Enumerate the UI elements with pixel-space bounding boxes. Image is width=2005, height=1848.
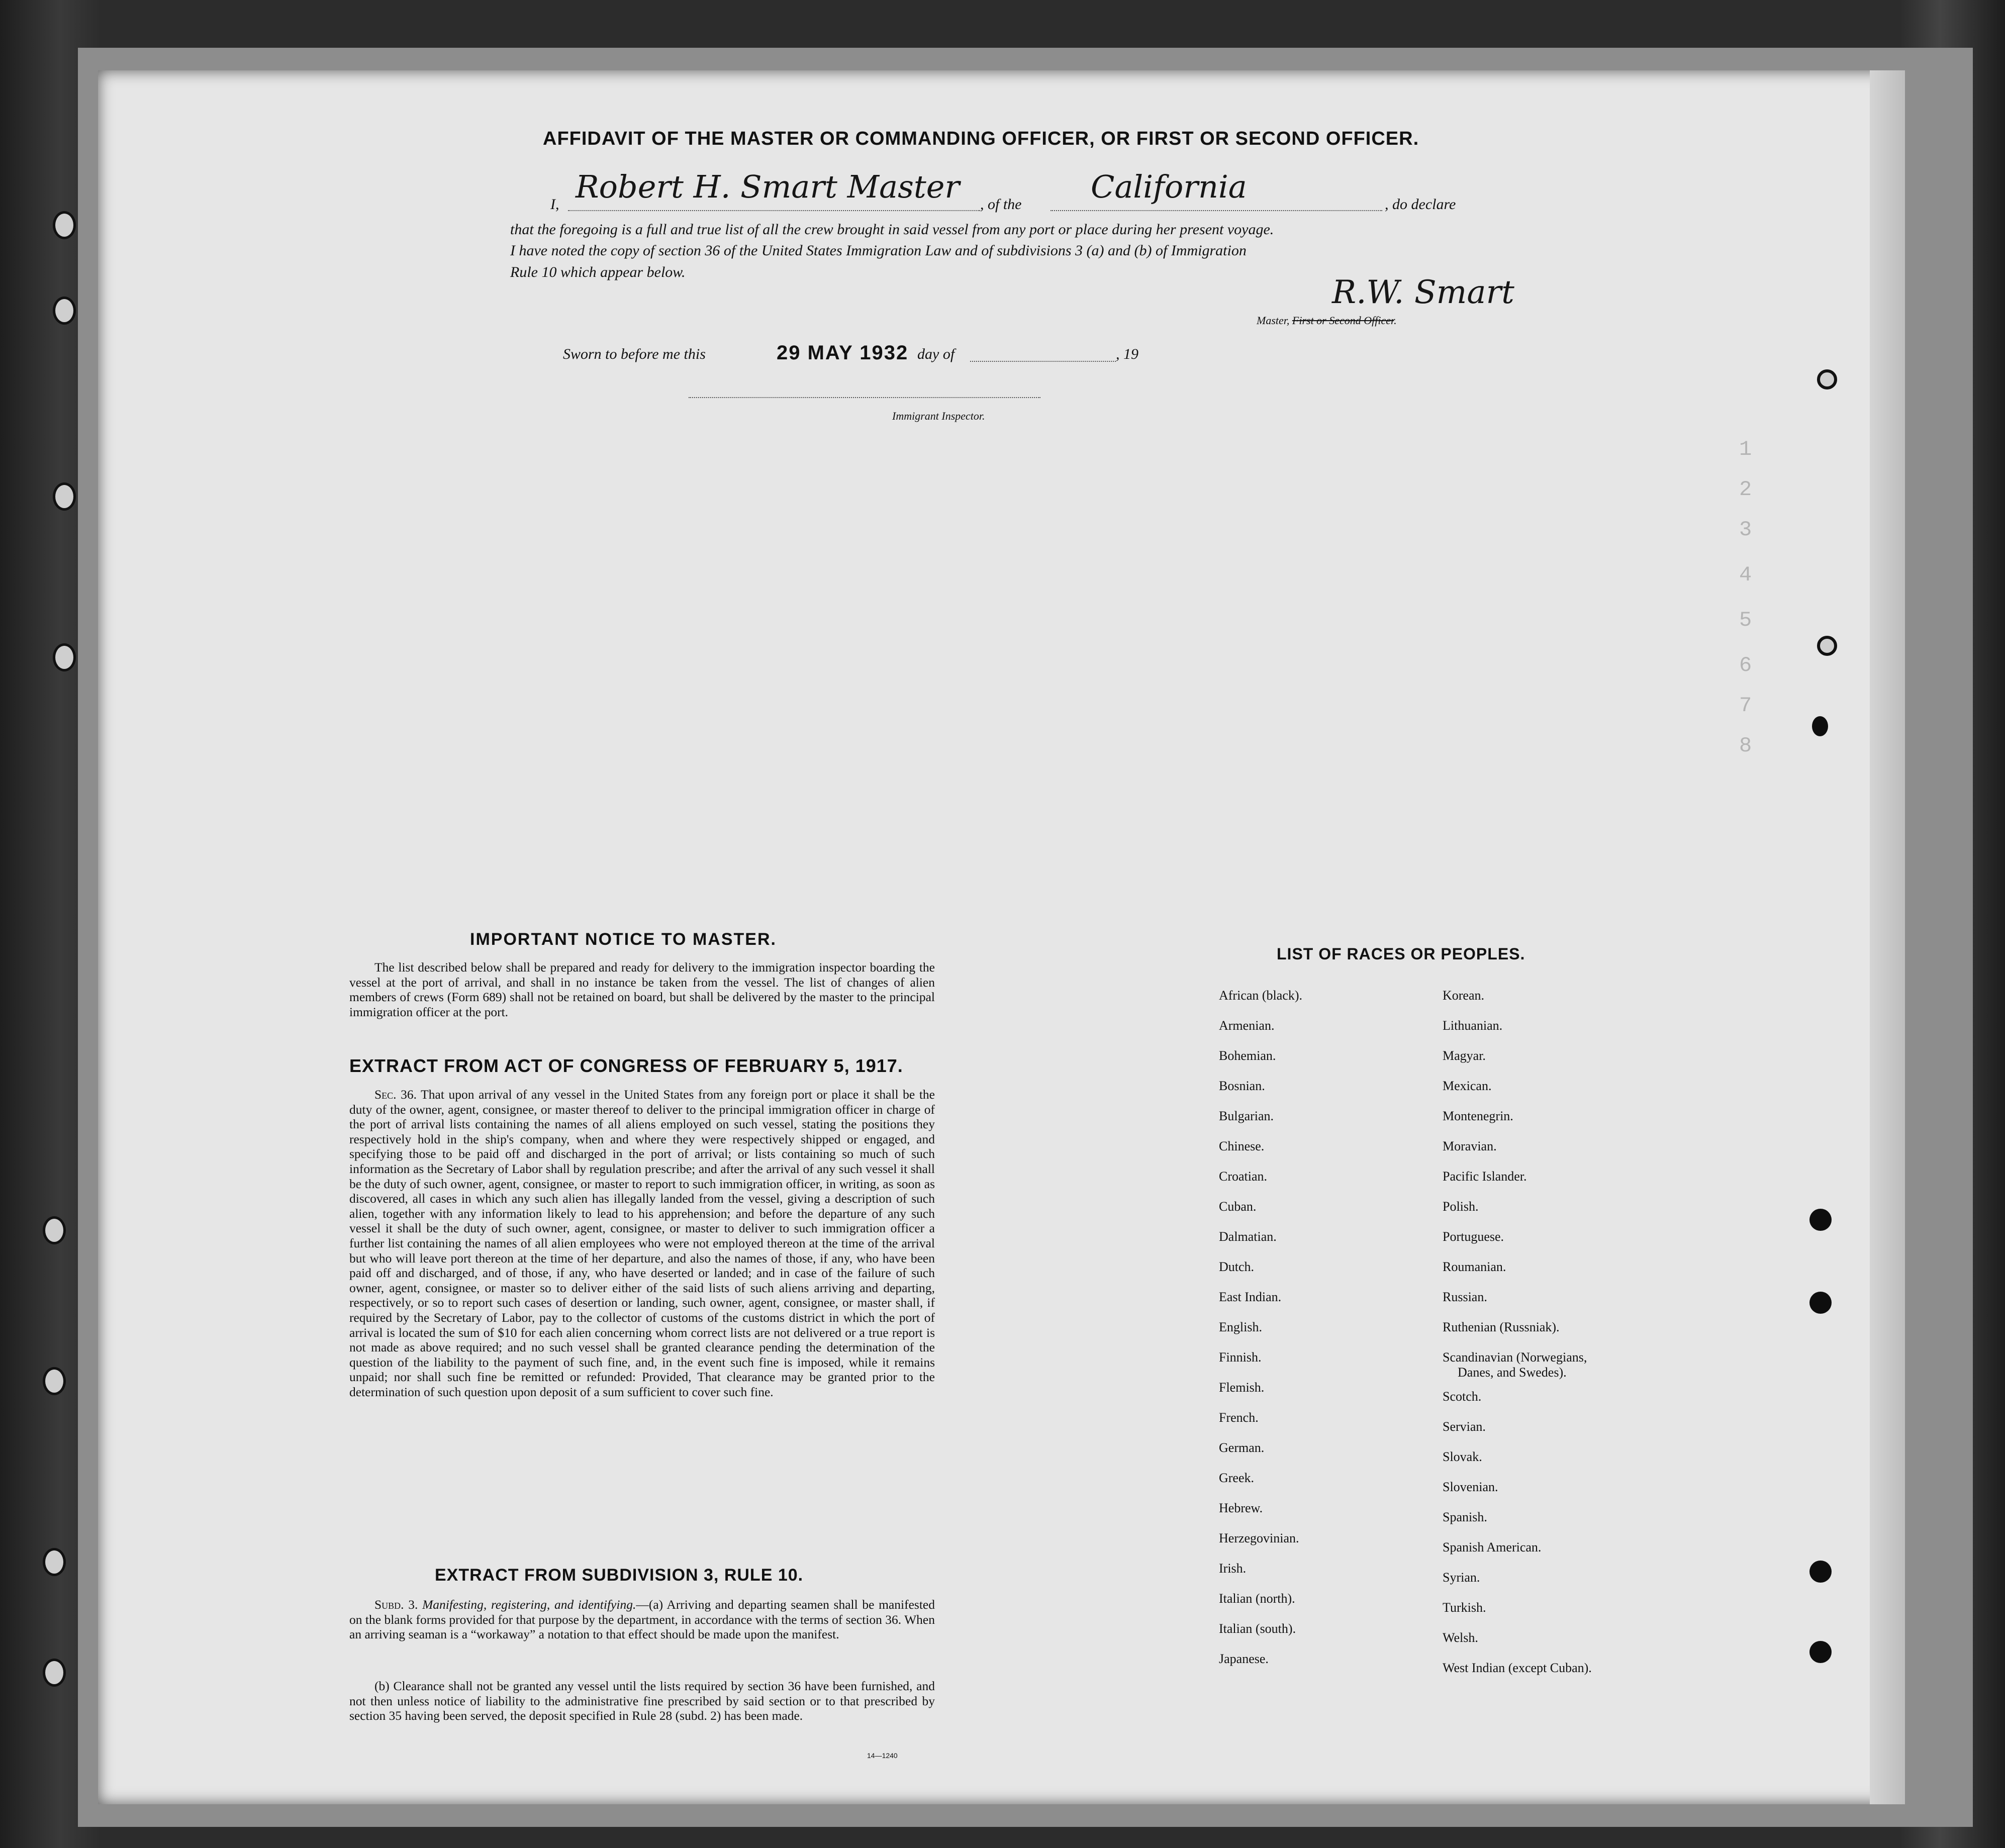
race-item: English.	[1219, 1320, 1262, 1334]
rule-heading: EXTRACT FROM SUBDIVISION 3, RULE 10.	[435, 1566, 804, 1585]
race-item: Scandinavian (Norwegians,	[1443, 1350, 1587, 1365]
race-item: Spanish American.	[1443, 1540, 1542, 1554]
bleed-through-mark: 1	[1739, 437, 1752, 461]
punch-hole-icon	[1817, 636, 1837, 656]
notice-body-text: The list described below shall be prepared and ready for delivery to the immigration inspector boarding the vessel at the port of arrival, and shall in no instance be taken from the vessel. The list of changes of alien members of crews (Form 689) shall not be retained on board, but shall be delivered by the master to the principal immigration officer at the port.	[349, 960, 935, 1019]
bleed-through-mark: 4	[1739, 563, 1752, 587]
rule-para-a	[349, 1597, 935, 1642]
sworn-month-blank	[970, 361, 1116, 362]
race-item: Bulgarian.	[1219, 1109, 1274, 1123]
race-item: Portuguese.	[1443, 1229, 1504, 1244]
affidavit-line-2: that the foregoing is a full and true list of all the crew brought in said vessel from any port or place during her present voyage.	[510, 221, 1274, 238]
rule-para-b	[349, 1679, 935, 1723]
race-item: Irish.	[1219, 1561, 1247, 1576]
race-item: Dutch.	[1219, 1259, 1255, 1274]
race-item: Chinese.	[1219, 1139, 1265, 1153]
sworn-year-label: , 19	[1116, 346, 1138, 362]
race-item: Japanese.	[1219, 1651, 1269, 1666]
race-item: Pacific Islander.	[1443, 1169, 1527, 1184]
act-body	[349, 1087, 935, 1399]
document-page	[98, 70, 1902, 1804]
affidavit-title: AFFIDAVIT OF THE MASTER OR COMMANDING OFFICER, OR FIRST OR SECOND OFFICER.	[543, 128, 1419, 149]
binder-hole-icon	[53, 643, 76, 671]
binder-hole-icon	[53, 297, 76, 325]
race-item: Turkish.	[1443, 1600, 1486, 1615]
race-item: Slovenian.	[1443, 1480, 1498, 1494]
act-heading: EXTRACT FROM ACT OF CONGRESS OF FEBRUARY 5, 1917.	[349, 1055, 903, 1076]
rule-subd-label: Subd. 3.	[374, 1597, 418, 1612]
binder-hole-icon	[53, 211, 76, 239]
signature-caption	[1257, 314, 1397, 327]
race-item: Finnish.	[1219, 1350, 1262, 1365]
race-item: Italian (south).	[1219, 1621, 1296, 1636]
vessel-name-handwritten: California	[1091, 168, 1247, 205]
binder-hole-icon	[53, 482, 76, 511]
race-item: Magyar.	[1443, 1048, 1486, 1063]
signature-caption-period: .	[1394, 314, 1397, 327]
act-section-label: Sec. 36.	[374, 1087, 417, 1102]
race-item: Welsh.	[1443, 1630, 1478, 1645]
form-number: 14—1240	[867, 1752, 898, 1760]
punch-hole-icon	[1809, 1641, 1832, 1663]
race-item: Danes, and Swedes).	[1458, 1365, 1567, 1380]
punch-hole-icon	[1809, 1292, 1832, 1314]
binder-hole-icon	[43, 1659, 66, 1687]
binder-hole-icon	[43, 1216, 66, 1244]
race-item: Slovak.	[1443, 1449, 1482, 1464]
race-item: Italian (north).	[1219, 1591, 1295, 1606]
race-item: Hebrew.	[1219, 1501, 1263, 1515]
inspector-caption: Immigrant Inspector.	[892, 410, 985, 422]
sworn-day-of-label: day of	[917, 346, 955, 362]
affidavit-declare-label: , do declare	[1385, 196, 1456, 213]
races-heading: LIST OF RACES OR PEOPLES.	[1277, 945, 1525, 963]
race-item: Spanish.	[1443, 1510, 1487, 1524]
race-item: Dalmatian.	[1219, 1229, 1277, 1244]
punch-hole-icon	[1817, 369, 1837, 390]
race-item: Servian.	[1443, 1419, 1486, 1434]
binder-hole-icon	[43, 1548, 66, 1576]
binder-hole-icon	[43, 1367, 66, 1395]
bleed-through-mark: 5	[1739, 608, 1752, 632]
sworn-date-stamp: 29 MAY 1932	[777, 342, 909, 364]
race-item: German.	[1219, 1440, 1265, 1455]
signature-caption-struck: First or Second Officer	[1292, 314, 1394, 327]
race-item: Moravian.	[1443, 1139, 1497, 1153]
race-item: Greek.	[1219, 1471, 1255, 1485]
sworn-label: Sworn to before me this	[563, 346, 706, 362]
inspector-signature-blank	[689, 397, 1040, 398]
notice-heading: IMPORTANT NOTICE TO MASTER.	[470, 930, 777, 949]
race-item: Scotch.	[1443, 1389, 1482, 1404]
master-signature: R.W. Smart	[1332, 274, 1514, 311]
race-item: Bosnian.	[1219, 1079, 1265, 1093]
signature-caption-master: Master,	[1257, 314, 1290, 327]
race-item: East Indian.	[1219, 1290, 1282, 1304]
race-item: Flemish.	[1219, 1380, 1265, 1395]
race-item: Cuban.	[1219, 1199, 1257, 1214]
rule-subd-title: Manifesting, registering, and identifying.	[422, 1597, 636, 1612]
bleed-through-mark: 3	[1739, 518, 1752, 542]
act-body-text: That upon arrival of any vessel in the United States from any foreign port or place it shall be the duty of the owner, agent, consignee, or master thereof to deliver to the principal immigration officer in charge of the port of arrival lists containing the names of all aliens employed on such vessel, stating the positions they respectively hold in the ship's company, when and where they were respectively shipped or engaged, and specifying those to be paid off and discharged in the port of arrival; or lists containing so much of such information as the Secretary of Labor shall by regulation prescribe; and after the arrival of any such vessel it shall be the duty of such owner, agent, consignee, or master to report to such immigration officer, in writing, as soon as discovered, all cases in which any such alien has illegally landed from the vessel, giving a description of such alien, together with any information likely to lead to his apprehension; and before the departure of any such vessel it shall be the duty of such owner, agent, consignee, or master to deliver to such immigration officer a further list containing the names of all alien employees who were not employed thereon at the time of the arrival but who will leave port thereon at the time of her departure, and also the names of those, if any, who have been paid off and discharged, and of those, if any, who have deserted or landed; and in case of the failure of such owner, agent, consignee, or master so to deliver either of the said lists of such aliens arriving and departing, respectively, or so to report such cases of desertion or landing, such owner, agent, consignee, or master shall, if required by the Secretary of Labor, pay to the collector of customs of the customs district in which the port of arrival is located the sum of $10 for each alien concerning whom correct lists are not delivered or a true report is not made as above required; and no such vessel shall be granted clearance pending the determination of the question of the liability to the payment of such fine, and, in the event such fine is imposed, while it remains unpaid; nor shall such fine be remitted or refunded: Provided, That clearance may be granted prior to the determination of such question upon deposit of a sum sufficient to cover such fine.	[349, 1087, 935, 1399]
bleed-through-mark: 6	[1739, 653, 1752, 677]
race-item: West Indian (except Cuban).	[1443, 1661, 1592, 1675]
race-item: Croatian.	[1219, 1169, 1268, 1184]
vessel-name-blank	[1051, 210, 1382, 211]
bleed-through-mark: 7	[1739, 694, 1752, 718]
affidavit-line-4: Rule 10 which appear below.	[510, 264, 686, 280]
race-item: Mexican.	[1443, 1079, 1492, 1093]
race-item: Montenegrin.	[1443, 1109, 1513, 1123]
master-name-blank	[568, 210, 980, 211]
race-item: Ruthenian (Russniak).	[1443, 1320, 1560, 1334]
race-item: Roumanian.	[1443, 1259, 1506, 1274]
race-item: Lithuanian.	[1443, 1018, 1503, 1033]
race-item: African (black).	[1219, 988, 1303, 1003]
bleed-through-mark: 8	[1739, 734, 1752, 758]
affidavit-of-the-label: , of the	[980, 196, 1022, 213]
punch-hole-icon	[1809, 1561, 1832, 1583]
punch-hole-icon	[1809, 1209, 1832, 1231]
race-item: Syrian.	[1443, 1570, 1480, 1585]
page-edge	[1870, 70, 1905, 1804]
bleed-through-mark: 2	[1739, 477, 1752, 502]
race-item: Russian.	[1443, 1290, 1487, 1304]
race-item: French.	[1219, 1410, 1259, 1425]
race-item: Korean.	[1443, 988, 1485, 1003]
race-item: Armenian.	[1219, 1018, 1275, 1033]
race-item: Herzegovinian.	[1219, 1531, 1299, 1545]
affidavit-i-label: I,	[550, 196, 559, 213]
notice-body	[349, 960, 935, 1019]
rule-para-b-text: (b) Clearance shall not be granted any vessel until the lists required by section 36 have been furnished, and not then unless notice of liability to the administrative fine prescribed by said section or to that prescribed by section 35 having been served, the deposit specified in Rule 28 (subd. 2) has been made.	[349, 1679, 935, 1723]
punch-hole-icon	[1812, 716, 1828, 736]
master-name-handwritten: Robert H. Smart Master	[576, 168, 960, 205]
rule-para-a-text: —(a) Arriving and departing seamen shall be manifested on the blank forms provided for that purpose by the department, in accordance with the terms of section 36. When an arriving seaman is a “workaway” a notation to that effect should be made upon the manifest.	[349, 1597, 935, 1642]
race-item: Bohemian.	[1219, 1048, 1276, 1063]
affidavit-line-3: I have noted the copy of section 36 of the United States Immigration Law and of subdivisions 3 (a) and (b) of Immigration	[510, 242, 1247, 259]
race-item: Polish.	[1443, 1199, 1479, 1214]
